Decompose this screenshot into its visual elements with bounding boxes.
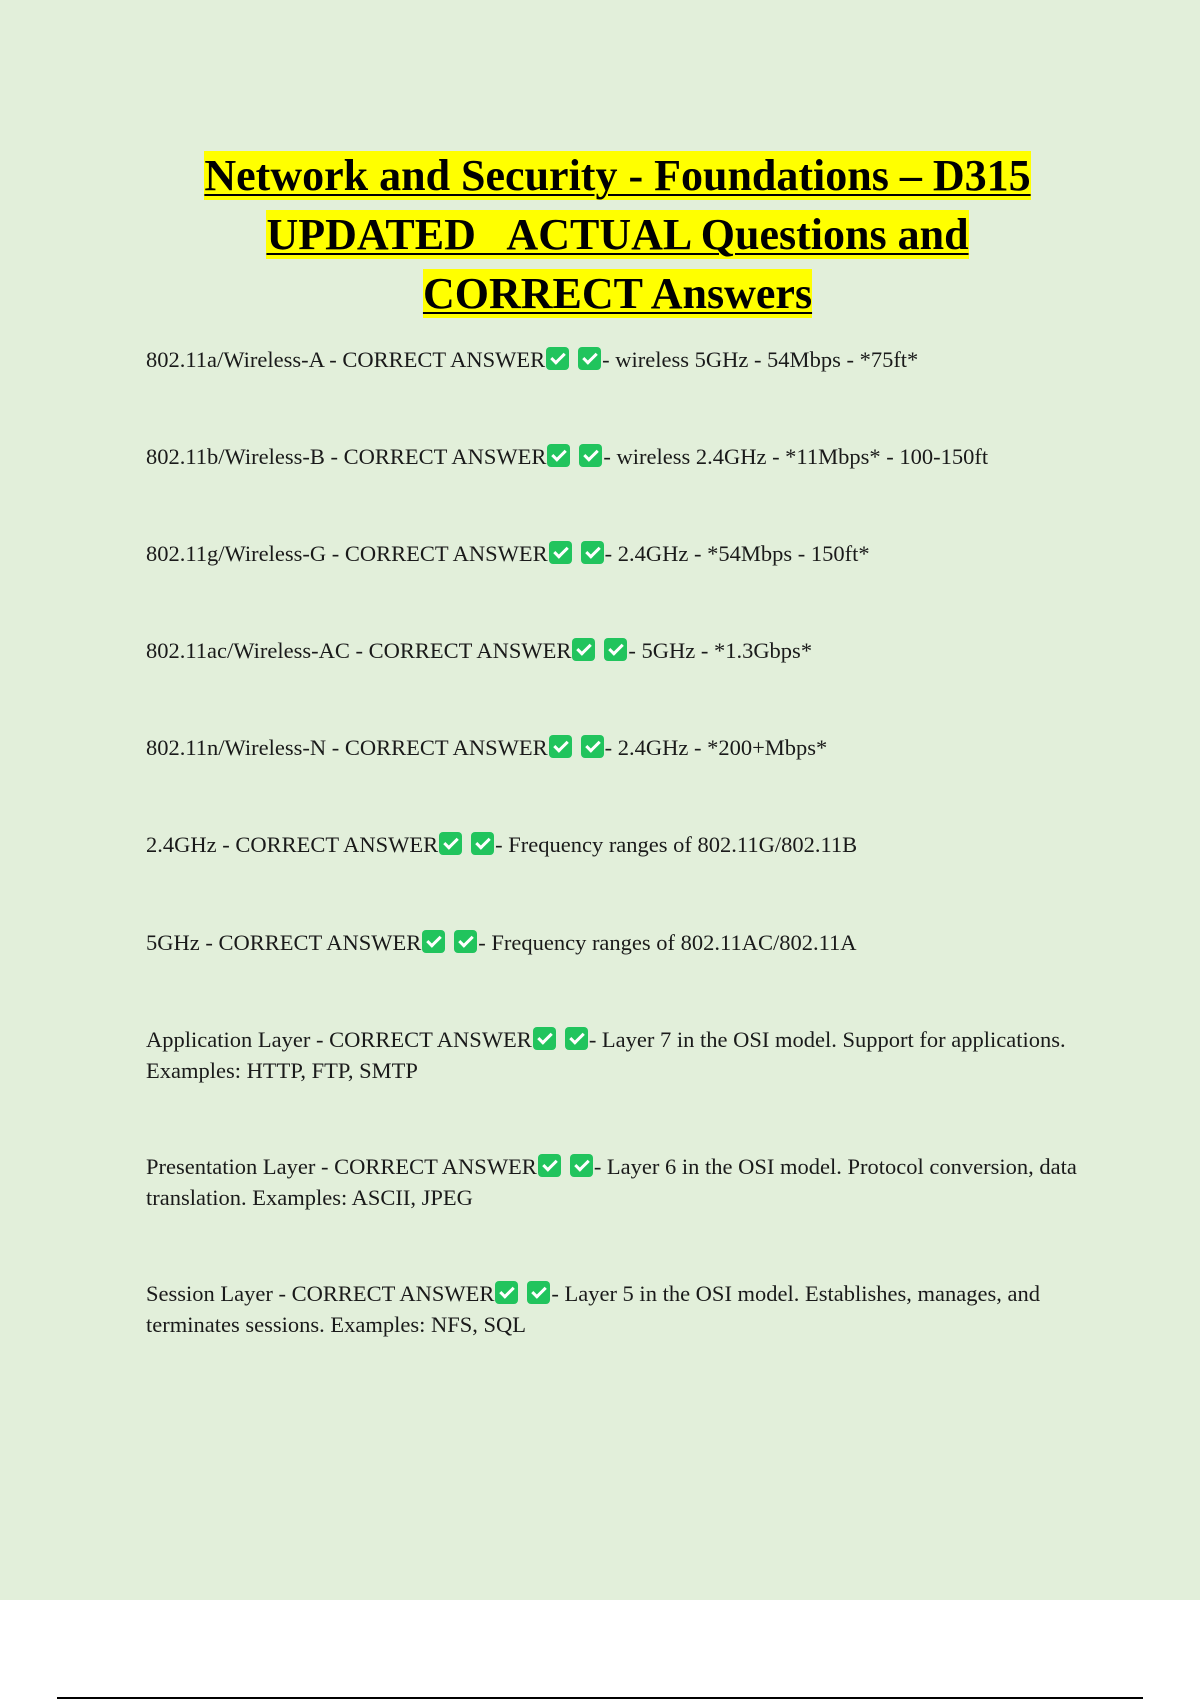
check-mark-icon (565, 1027, 588, 1050)
entry-term: 802.11a/Wireless-A (146, 347, 324, 372)
check-mark-icon (549, 735, 572, 758)
check-mark-icon (570, 1154, 593, 1177)
entry-term: Session Layer (146, 1281, 273, 1306)
entry-answer: - 5GHz - *1.3Gbps* (628, 638, 813, 663)
entry-separator: - (315, 1154, 335, 1179)
entry-marker: CORRECT ANSWER (329, 1027, 532, 1052)
entry-separator: - (323, 347, 343, 372)
check-mark-icon (527, 1281, 550, 1304)
entry-answer: - 2.4GHz - *54Mbps - 150ft* (604, 541, 870, 566)
entry-marker: CORRECT ANSWER (368, 638, 572, 663)
check-mark-icon (471, 832, 494, 855)
check-mark-icon (533, 1027, 556, 1050)
entry-answer: - Layer 6 in the OSI model. Protocol conversion, data translation. Examples: ASCII, JPEG (146, 1154, 1077, 1210)
entry-separator: - (216, 832, 236, 857)
qa-entry (146, 441, 1086, 472)
qa-entry (146, 1278, 1086, 1340)
entry-separator: - (326, 541, 345, 566)
entry-marker: CORRECT ANSWER (344, 735, 548, 760)
entry-marker: CORRECT ANSWER (344, 541, 548, 566)
check-mark-icon (439, 832, 462, 855)
entry-term: 5GHz (146, 930, 200, 955)
check-mark-icon (581, 735, 604, 758)
entry-answer: - Frequency ranges of 802.11AC/802.11A (478, 930, 857, 955)
check-mark-icon (454, 930, 477, 953)
entry-term: 802.11g/Wireless-G (146, 541, 327, 566)
entry-separator: - (324, 444, 344, 469)
entry-marker: CORRECT ANSWER (218, 930, 422, 955)
qa-entry (146, 829, 1086, 860)
entry-separator: - (349, 638, 369, 663)
entry-marker: CORRECT ANSWER (334, 1154, 537, 1179)
entry-answer: - 2.4GHz - *200+Mbps* (604, 735, 828, 760)
entry-term: 802.11n/Wireless-N (146, 735, 327, 760)
title-line: UPDATED ACTUAL Questions and (266, 210, 969, 259)
entry-term: 2.4GHz (146, 832, 217, 857)
check-mark-icon (546, 347, 569, 370)
entry-term: Presentation Layer (146, 1154, 316, 1179)
qa-entry (146, 927, 1086, 958)
entry-separator: - (199, 930, 219, 955)
entry-term: 802.11ac/Wireless-AC (146, 638, 350, 663)
check-mark-icon (547, 444, 570, 467)
page-title (130, 146, 1105, 323)
entry-term: 802.11b/Wireless-B (146, 444, 325, 469)
qa-entry (146, 538, 1086, 569)
check-mark-icon (495, 1281, 518, 1304)
entry-answer: - wireless 5GHz - 54Mbps - *75ft* (602, 347, 919, 372)
check-mark-icon (538, 1154, 561, 1177)
entry-answer: - Layer 5 in the OSI model. Establishes, manages, and terminates sessions. Examples: NFS, SQL (146, 1281, 1040, 1337)
entry-marker: CORRECT ANSWER (342, 347, 546, 372)
check-mark-icon (422, 930, 445, 953)
footer-divider (57, 1697, 1143, 1699)
check-mark-icon (578, 347, 601, 370)
qa-entry (146, 732, 1086, 763)
document-title (130, 146, 1105, 323)
check-mark-icon (581, 541, 604, 564)
qa-entry (146, 1151, 1086, 1213)
entry-term: Application Layer (146, 1027, 311, 1052)
entry-answer: - Layer 7 in the OSI model. Support for applications. Examples: HTTP, FTP, SMTP (146, 1027, 1066, 1083)
entry-answer: - Frequency ranges of 802.11G/802.11B (495, 832, 858, 857)
check-mark-icon (579, 444, 602, 467)
check-mark-icon (604, 638, 627, 661)
entry-marker: CORRECT ANSWER (343, 444, 547, 469)
entry-marker: CORRECT ANSWER (235, 832, 439, 857)
title-line: CORRECT Answers (422, 269, 813, 318)
entry-separator: - (272, 1281, 292, 1306)
entry-marker: CORRECT ANSWER (291, 1281, 495, 1306)
check-mark-icon (572, 638, 595, 661)
entry-separator: - (326, 735, 345, 760)
qa-entry (146, 1024, 1086, 1086)
qa-entry (146, 344, 1086, 375)
entry-answer: - wireless 2.4GHz - *11Mbps* - 100-150ft (603, 444, 989, 469)
entry-separator: - (310, 1027, 330, 1052)
title-line: Network and Security - Foundations – D315 (204, 151, 1031, 200)
check-mark-icon (549, 541, 572, 564)
qa-entry (146, 635, 1086, 666)
